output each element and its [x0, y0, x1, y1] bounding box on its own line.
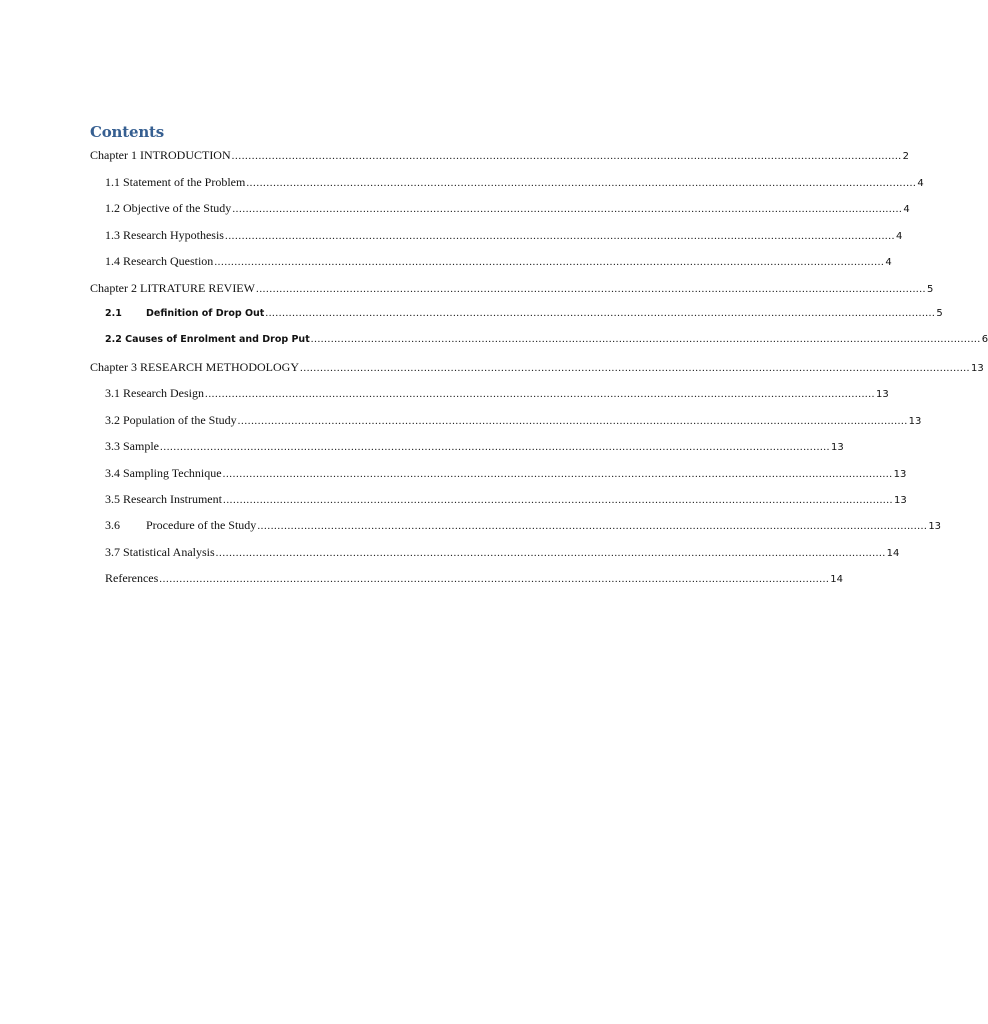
toc-leader-dots: ........................................................................................................................................................................................................ — [160, 441, 830, 453]
toc-entry-3-3[interactable] — [105, 439, 844, 457]
toc-entry-3-2[interactable] — [105, 413, 922, 431]
toc-leader-dots: ........................................................................................................................................................................................................ — [231, 150, 902, 162]
toc-entry-label: 1.4 Research Question — [105, 254, 214, 268]
toc-entry-chapter-2[interactable] — [90, 281, 934, 299]
toc-page-number: 6 — [981, 334, 988, 345]
toc-leader-dots: ........................................................................................................................................................................................................ — [300, 362, 970, 374]
toc-entry-label: Chapter 1 INTRODUCTION — [90, 148, 231, 162]
toc-page-number: 14 — [830, 574, 844, 585]
toc-leader-dots: ........................................................................................................................................................................................................ — [159, 573, 830, 585]
toc-page-number: 13 — [971, 363, 984, 374]
toc-leader-dots: ........................................................................................................................................................................................................ — [224, 230, 895, 242]
toc-entry-number: 2.1 — [105, 308, 122, 319]
toc-entry-label: Chapter 2 LITRATURE REVIEW — [90, 281, 255, 295]
toc-leader-dots: ........................................................................................................................................................................................................ — [222, 468, 893, 480]
toc-entry-1-1[interactable] — [105, 175, 924, 193]
toc-page-number: 14 — [886, 548, 900, 559]
toc-entry-label: 3.4 Sampling Technique — [105, 466, 222, 480]
toc-entry-label: 3.5 Research Instrument — [105, 492, 222, 506]
toc-entry-label: 1.3 Research Hypothesis — [105, 228, 224, 242]
toc-leader-dots: ........................................................................................................................................................................................................ — [255, 283, 926, 295]
toc-leader-dots: ........................................................................................................................................................................................................ — [246, 177, 917, 189]
toc-page-number: 4 — [903, 204, 910, 215]
toc-entry-2-1[interactable] — [105, 307, 943, 325]
toc-page-number: 13 — [893, 469, 907, 480]
toc-entry-label: Definition of Drop Out — [146, 308, 265, 319]
toc-entry-label-group — [105, 518, 256, 533]
toc-entry-label: 3.7 Statistical Analysis — [105, 545, 215, 559]
toc-leader-dots: ........................................................................................................................................................................................................ — [257, 520, 928, 532]
toc-entry-references[interactable] — [105, 571, 844, 589]
toc-leader-dots: ........................................................................................................................................................................................................ — [215, 547, 886, 559]
toc-entry-3-7[interactable] — [105, 545, 900, 563]
toc-page-number: 5 — [926, 284, 934, 295]
toc-leader-dots: ........................................................................................................................................................................................................ — [222, 494, 893, 506]
toc-leader-dots: ........................................................................................................................................................................................................ — [214, 256, 885, 268]
toc-heading: Contents — [90, 123, 165, 141]
toc-entry-1-3[interactable] — [105, 228, 903, 246]
toc-entry-1-2[interactable] — [105, 201, 910, 219]
toc-entry-2-2[interactable] — [105, 333, 988, 351]
toc-page-number: 13 — [928, 521, 942, 532]
toc-entry-label: 3.1 Research Design — [105, 386, 204, 400]
toc-page-number: 13 — [893, 495, 907, 506]
toc-leader-dots: ........................................................................................................................................................................................................ — [310, 333, 981, 345]
toc-page-number: 13 — [831, 442, 844, 453]
toc-page-number: 4 — [895, 231, 903, 242]
toc-leader-dots: ........................................................................................................................................................................................................ — [237, 415, 908, 427]
toc-entry-label: Chapter 3 RESEARCH METHODOLOGY — [90, 360, 299, 374]
toc-page-number: 13 — [908, 416, 922, 427]
toc-entry-chapter-3[interactable] — [90, 360, 984, 378]
toc-entry-number: 3.6 — [105, 518, 120, 532]
toc-page-number: 13 — [875, 389, 889, 400]
toc-entry-label-group — [105, 308, 264, 319]
toc-page-number: 4 — [885, 257, 892, 268]
toc-entry-chapter-1[interactable] — [90, 148, 910, 166]
toc-entry-label: 3.3 Sample — [105, 439, 159, 453]
toc-entry-3-6[interactable] — [105, 518, 942, 536]
toc-entry-3-4[interactable] — [105, 466, 907, 484]
toc-page-number: 5 — [936, 308, 943, 319]
toc-entry-label: 2.2 Causes of Enrolment and Drop Put — [105, 334, 310, 345]
toc-entry-label: References — [105, 571, 159, 585]
toc-leader-dots: ........................................................................................................................................................................................................ — [265, 307, 936, 319]
toc-entry-label: Procedure of the Study — [146, 518, 257, 532]
toc-entry-label: 3.2 Population of the Study — [105, 413, 237, 427]
toc-entry-label: 1.2 Objective of the Study — [105, 201, 232, 215]
toc-entry-3-1[interactable] — [105, 386, 889, 404]
toc-entry-label: 1.1 Statement of the Problem — [105, 175, 246, 189]
toc-page-number: 2 — [902, 151, 910, 162]
toc-leader-dots: ........................................................................................................................................................................................................ — [204, 388, 875, 400]
toc-entry-1-4[interactable] — [105, 254, 892, 272]
toc-page-number: 4 — [917, 178, 924, 189]
toc-entry-3-5[interactable] — [105, 492, 907, 510]
toc-leader-dots: ........................................................................................................................................................................................................ — [232, 203, 903, 215]
